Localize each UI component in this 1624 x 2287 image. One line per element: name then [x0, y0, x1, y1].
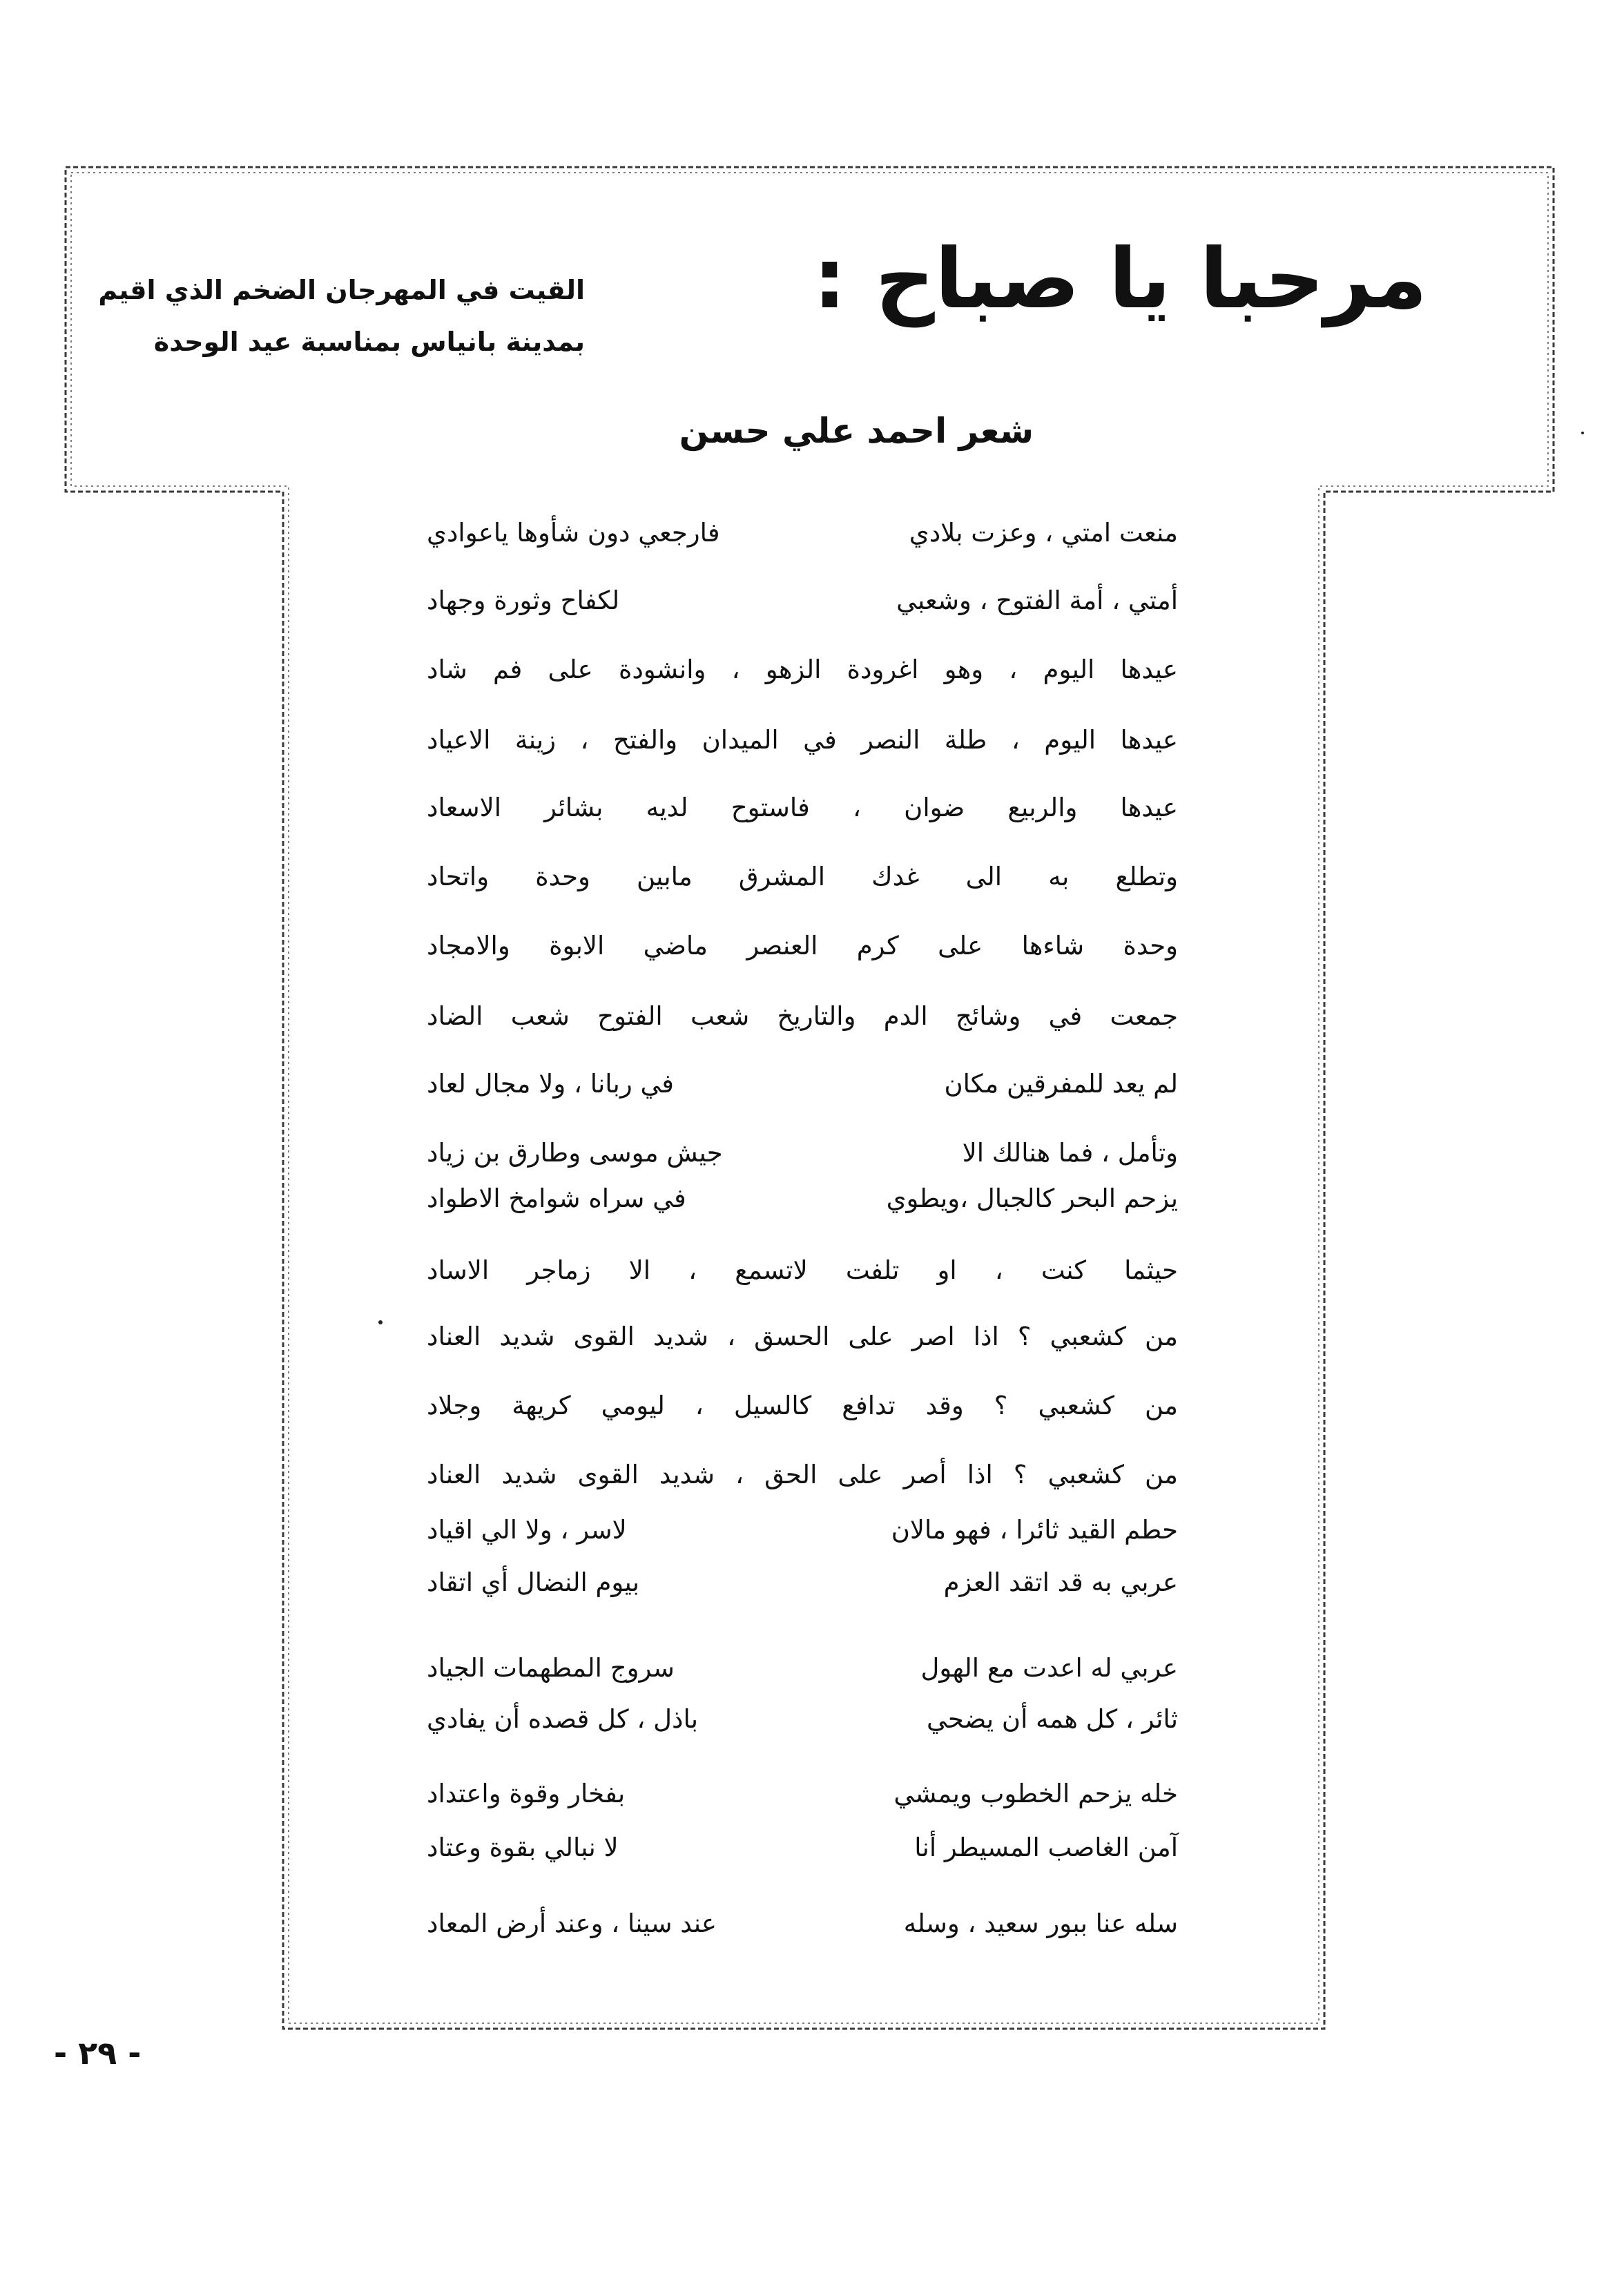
verse-line — [427, 1132, 1178, 1174]
verse-second-hemistich: لكفاح وثورة وجهاد — [427, 586, 620, 615]
verse-line — [427, 1827, 1178, 1869]
verse-first-hemistich: خله يزحم الخطوب ويمشي — [893, 1779, 1178, 1808]
verse-second-hemistich: بفخار وقوة واعتداد — [427, 1779, 626, 1808]
verse-line — [427, 1648, 1178, 1689]
verse-line — [427, 649, 1178, 691]
verse-full-line: عيدها اليوم ، وهو اغرودة الزهو ، وانشودة على فم شاد — [427, 655, 1178, 684]
verse-first-hemistich: ثائر ، كل همه أن يضحي — [927, 1704, 1178, 1734]
poem-title: مرحبا يا صباح : — [813, 231, 1427, 327]
verse-second-hemistich: باذل ، كل قصده أن يفادي — [427, 1704, 699, 1734]
verse-line — [427, 1699, 1178, 1740]
verse-full-line: وحدة شاءها على كرم العنصر ماضي الابوة والامجاد — [427, 931, 1178, 961]
verse-second-hemistich: في سراه شوامخ الاطواد — [427, 1184, 686, 1213]
page-number: - ٢٩ - — [54, 2034, 142, 2072]
stray-ink-mark — [378, 1320, 383, 1324]
verse-line — [427, 1385, 1178, 1427]
verse-full-line: من كشعبي ؟ اذا اصر على الحسق ، شديد القوى شديد العناد — [427, 1322, 1178, 1351]
verse-line — [427, 925, 1178, 967]
verse-line — [427, 720, 1178, 761]
verse-first-hemistich: أمتي ، أمة الفتوح ، وشعبي — [896, 586, 1178, 615]
verse-second-hemistich: عند سينا ، وعند أرض المعاد — [427, 1909, 717, 1938]
subtitle-line-2: بمدينة بانياس بمناسبة عيد الوحدة — [153, 327, 585, 357]
verse-full-line: عيدها والربيع ضوان ، فاستوح لديه بشائر الاسعاد — [427, 793, 1178, 822]
verse-full-line: حيثما كنت ، او تلفت لاتسمع ، الا زماجر الاساد — [427, 1255, 1178, 1285]
verse-first-hemistich: لم يعد للمفرقين مكان — [944, 1069, 1178, 1099]
verse-second-hemistich: فارجعي دون شأوها ياعوادي — [427, 518, 720, 548]
verse-second-hemistich: لا نبالي بقوة وعتاد — [427, 1833, 619, 1862]
verse-line — [427, 580, 1178, 621]
verse-first-hemistich: منعت امتي ، وعزت بلادي — [909, 518, 1178, 548]
verse-first-hemistich: عربي به قد اتقد العزم — [943, 1567, 1178, 1597]
verse-line — [427, 1509, 1178, 1551]
verse-line — [427, 1250, 1178, 1291]
verse-full-line: من كشعبي ؟ وقد تدافع كالسيل ، ليومي كريهة وجلاد — [427, 1391, 1178, 1420]
verse-first-hemistich: يزحم البحر كالجبال ،ويطوي — [886, 1184, 1178, 1213]
verse-second-hemistich: لاسر ، ولا الي اقياد — [427, 1515, 627, 1545]
verse-line — [427, 1178, 1178, 1219]
verse-first-hemistich: وتأمل ، فما هنالك الا — [962, 1138, 1178, 1168]
verse-line — [427, 1316, 1178, 1358]
verse-first-hemistich: عربي له اعدت مع الهول — [920, 1653, 1178, 1683]
verse-line — [427, 1063, 1178, 1105]
verse-full-line: من كشعبي ؟ اذا أصر على الحق ، شديد القوى شديد العناد — [427, 1460, 1178, 1489]
verse-line — [427, 512, 1178, 554]
verse-full-line: وتطلع به الى غدك المشرق مابين وحدة واتحاد — [427, 862, 1178, 891]
verse-first-hemistich: سله عنا ببور سعيد ، وسله — [903, 1909, 1178, 1938]
verse-line — [427, 1773, 1178, 1815]
verse-line — [427, 856, 1178, 898]
verse-second-hemistich: بيوم النضال أي اتقاد — [427, 1567, 640, 1597]
verse-line — [427, 996, 1178, 1037]
verse-full-line: عيدها اليوم ، طلة النصر في الميدان والفتح ، زينة الاعياد — [427, 725, 1178, 755]
subtitle-line-1: القيت في المهرجان الضخم الذي اقيم — [98, 275, 585, 305]
verse-line — [427, 787, 1178, 829]
verse-second-hemistich: في ربانا ، ولا مجال لعاد — [427, 1069, 674, 1099]
verse-first-hemistich: آمن الغاصب المسيطر أنا — [914, 1833, 1178, 1862]
verse-second-hemistich: سروج المطهمات الجياد — [427, 1653, 675, 1683]
verse-first-hemistich: حطم القيد ثائرا ، فهو مالان — [891, 1515, 1178, 1545]
verse-line — [427, 1903, 1178, 1945]
verse-full-line: جمعت في وشائج الدم والتاريخ شعب الفتوح شعب الضاد — [427, 1001, 1178, 1031]
author-credit: شعر احمد علي حسن — [679, 411, 1034, 451]
verse-line — [427, 1562, 1178, 1603]
verse-second-hemistich: جيش موسى وطارق بن زياد — [427, 1138, 723, 1168]
verse-line — [427, 1454, 1178, 1496]
stray-ink-mark — [1581, 432, 1584, 434]
